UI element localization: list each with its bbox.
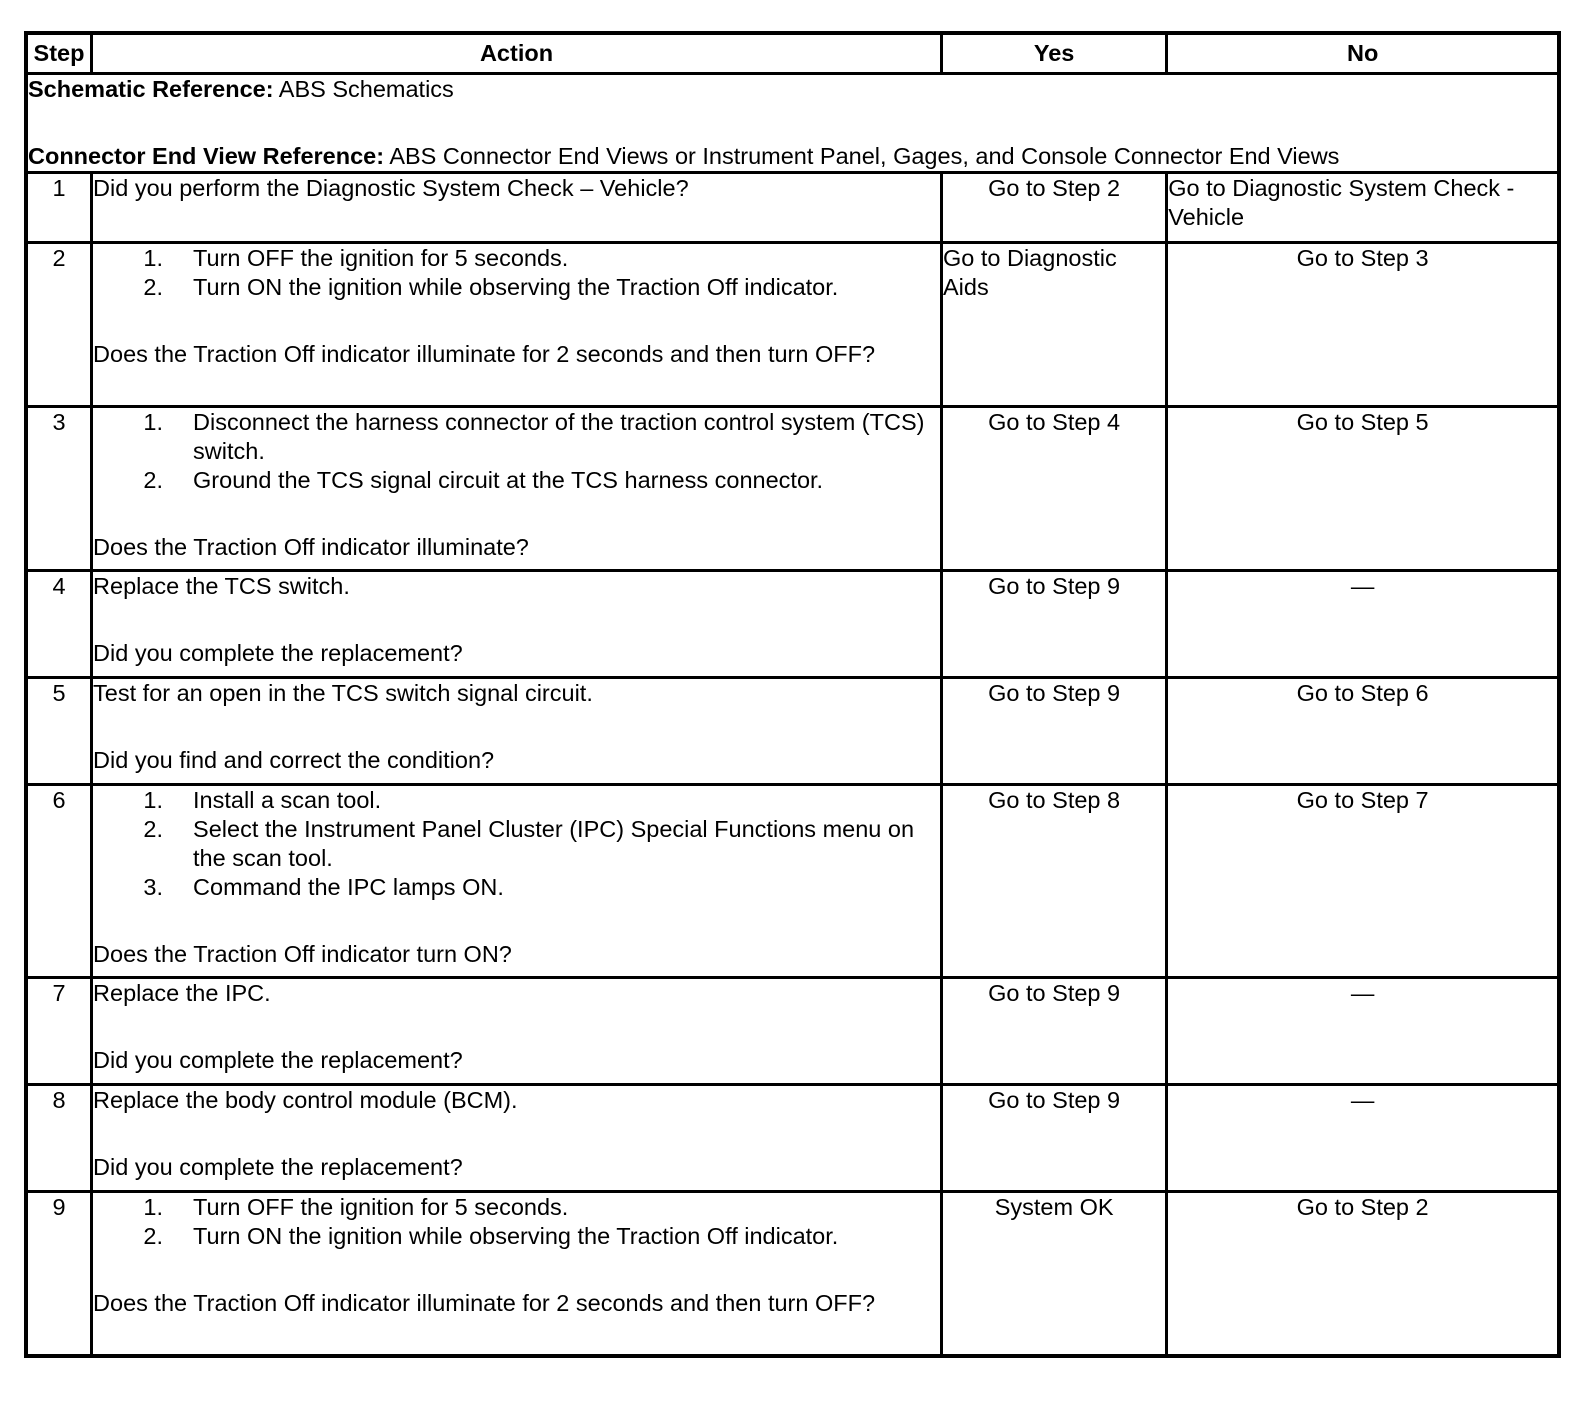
connector-reference-label: Connector End View Reference: <box>28 143 385 169</box>
diagnostic-table <box>24 31 1561 1358</box>
no-cell: Go to Step 2 <box>1167 1192 1559 1356</box>
action-cell <box>92 407 942 571</box>
substep-list <box>93 786 940 902</box>
substep-text: Ground the TCS signal circuit at the TCS harness connector. <box>193 467 824 493</box>
yes-cell: Go to Step 9 <box>941 571 1166 678</box>
action-text: Replace the TCS switch. <box>93 573 350 599</box>
list-item <box>93 244 940 273</box>
header-yes: Yes <box>941 33 1166 74</box>
table-row <box>26 785 1559 978</box>
substep-number: 2. <box>143 274 164 300</box>
action-cell <box>92 1192 942 1356</box>
yes-cell: Go to Step 2 <box>941 173 1166 243</box>
substep-text: Disconnect the harness connector of the traction control system (TCS) switch. <box>193 409 925 464</box>
connector-reference <box>28 142 1557 171</box>
reference-cell <box>26 74 1559 173</box>
table-row <box>26 1085 1559 1192</box>
list-item <box>93 1193 940 1222</box>
table-row <box>26 571 1559 678</box>
substep-text: Install a scan tool. <box>193 787 382 813</box>
table-row <box>26 678 1559 785</box>
action-cell <box>92 978 942 1085</box>
action-cell <box>92 571 942 678</box>
question-text: Does the Traction Off indicator illuminate? <box>93 534 529 560</box>
question-text: Did you complete the replacement? <box>93 1047 463 1073</box>
step-number: 5 <box>26 678 92 785</box>
no-cell: — <box>1167 978 1559 1085</box>
step-number: 4 <box>26 571 92 678</box>
list-item <box>93 873 940 902</box>
substep-number: 1. <box>143 245 164 271</box>
action-cell <box>92 173 942 243</box>
list-item <box>93 1222 940 1251</box>
no-cell: Go to Step 5 <box>1167 407 1559 571</box>
list-item <box>93 786 940 815</box>
question-text: Does the Traction Off indicator illuminate for 2 seconds and then turn OFF? <box>93 341 876 367</box>
question-text: Does the Traction Off indicator turn ON? <box>93 941 512 967</box>
question-text: Did you complete the replacement? <box>93 1154 463 1180</box>
header-action: Action <box>92 33 942 74</box>
substep-number: 1. <box>143 787 164 813</box>
substep-text: Command the IPC lamps ON. <box>193 874 504 900</box>
table-row <box>26 173 1559 243</box>
list-item <box>93 273 940 302</box>
reference-row <box>26 74 1559 173</box>
question-text: Does the Traction Off indicator illuminate for 2 seconds and then turn OFF? <box>93 1290 876 1316</box>
action-text: Did you perform the Diagnostic System Check – Vehicle? <box>93 175 689 201</box>
no-cell: Go to Step 3 <box>1167 243 1559 407</box>
substep-number: 2. <box>143 1223 164 1249</box>
list-item <box>93 466 940 495</box>
yes-cell: Go to Step 4 <box>941 407 1166 571</box>
action-cell <box>92 243 942 407</box>
table-row <box>26 407 1559 571</box>
substep-list <box>93 244 940 302</box>
substep-text: Turn ON the ignition while observing the Traction Off indicator. <box>193 1223 839 1249</box>
no-cell: — <box>1167 571 1559 678</box>
yes-cell: Go to Step 9 <box>941 1085 1166 1192</box>
header-no: No <box>1167 33 1559 74</box>
no-cell: — <box>1167 1085 1559 1192</box>
list-item <box>93 815 940 873</box>
substep-number: 3. <box>143 874 164 900</box>
substep-text: Turn OFF the ignition for 5 seconds. <box>193 245 569 271</box>
step-number: 8 <box>26 1085 92 1192</box>
no-cell: Go to Diagnostic System Check - Vehicle <box>1167 173 1559 243</box>
substep-number: 2. <box>143 816 164 842</box>
yes-cell: Go to Step 8 <box>941 785 1166 978</box>
substep-number: 2. <box>143 467 164 493</box>
question-text: Did you find and correct the condition? <box>93 747 495 773</box>
substep-number: 1. <box>143 409 164 435</box>
list-item <box>93 408 940 466</box>
header-row <box>26 33 1559 74</box>
yes-cell: System OK <box>941 1192 1166 1356</box>
step-number: 3 <box>26 407 92 571</box>
action-cell <box>92 678 942 785</box>
question-text: Did you complete the replacement? <box>93 640 463 666</box>
substep-list <box>93 408 940 495</box>
step-number: 9 <box>26 1192 92 1356</box>
action-text: Replace the body control module (BCM). <box>93 1087 518 1113</box>
substep-text: Turn ON the ignition while observing the Traction Off indicator. <box>193 274 839 300</box>
action-text: Replace the IPC. <box>93 980 271 1006</box>
substep-number: 1. <box>143 1194 164 1220</box>
action-cell <box>92 785 942 978</box>
connector-reference-value: ABS Connector End Views or Instrument Panel, Gages, and Console Connector End Views <box>389 143 1340 169</box>
yes-cell: Go to Step 9 <box>941 678 1166 785</box>
action-cell <box>92 1085 942 1192</box>
table-row <box>26 1192 1559 1356</box>
step-number: 2 <box>26 243 92 407</box>
header-step: Step <box>26 33 92 74</box>
action-text: Test for an open in the TCS switch signal circuit. <box>93 680 593 706</box>
table-row <box>26 978 1559 1085</box>
no-cell: Go to Step 6 <box>1167 678 1559 785</box>
yes-cell: Go to Step 9 <box>941 978 1166 1085</box>
substep-text: Select the Instrument Panel Cluster (IPC) Special Functions menu on the scan tool. <box>193 816 915 871</box>
substep-text: Turn OFF the ignition for 5 seconds. <box>193 1194 569 1220</box>
schematic-reference <box>28 75 1557 104</box>
yes-cell: Go to Diagnostic Aids <box>941 243 1166 407</box>
table-row <box>26 243 1559 407</box>
step-number: 1 <box>26 173 92 243</box>
schematic-reference-label: Schematic Reference: <box>28 76 274 102</box>
step-number: 7 <box>26 978 92 1085</box>
substep-list <box>93 1193 940 1251</box>
step-number: 6 <box>26 785 92 978</box>
no-cell: Go to Step 7 <box>1167 785 1559 978</box>
schematic-reference-value: ABS Schematics <box>278 76 454 102</box>
